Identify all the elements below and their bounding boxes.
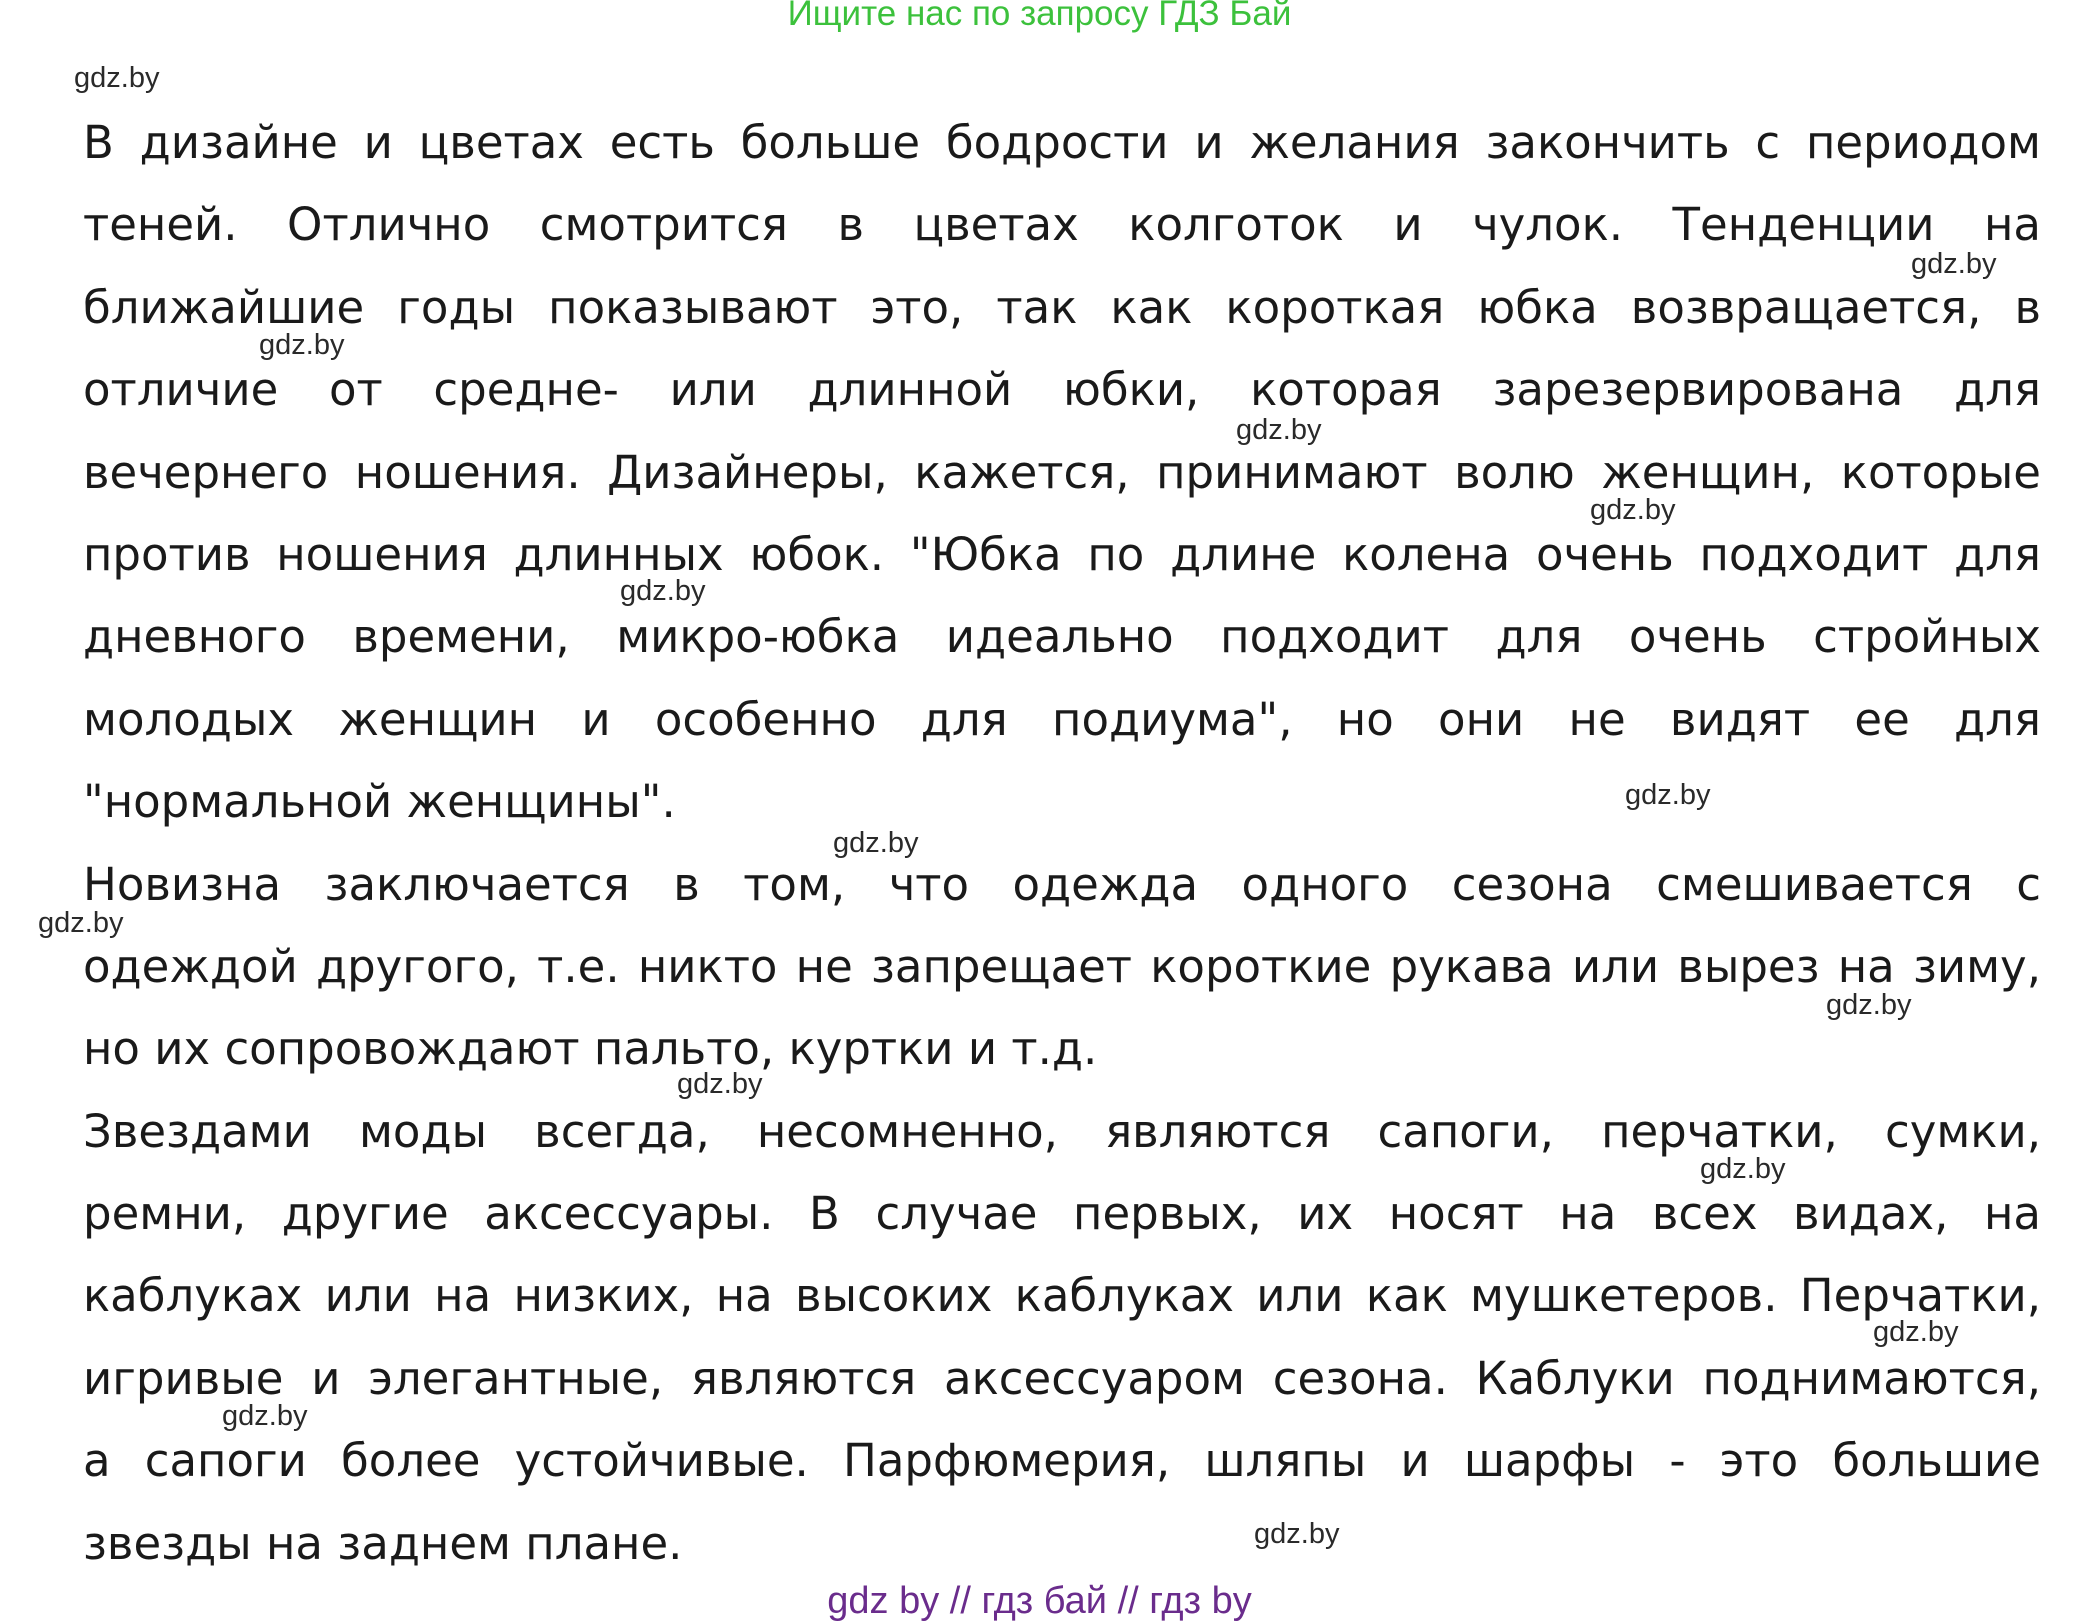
paragraph-2	[83, 844, 2041, 1091]
text-line: вечернего ношения. Дизайнеры, кажется, принимают волю женщин, которые	[83, 445, 2041, 499]
text-line: ремни, другие аксессуары. В случае первых, их носят на всех видах, на	[83, 1187, 2041, 1241]
text-line: В дизайне и цветах есть больше бодрости и желания закончить с периодом	[83, 116, 2041, 169]
watermark: gdz.by	[620, 575, 706, 607]
text-line: но их сопровождают пальто, куртки и т.д.	[83, 1022, 1098, 1076]
watermark: gdz.by	[222, 1400, 308, 1432]
watermark: gdz.by	[677, 1068, 763, 1100]
text-line: против ношения длинных юбок. "Юбка по длине колена очень подходит для	[83, 527, 2041, 581]
text-line: Новизна заключается в том, что одежда одного сезона смешивается с	[83, 857, 2041, 911]
text-line: молодых женщин и особенно для подиума", но они не видят ее для	[83, 692, 2041, 746]
text-line: а сапоги более устойчивые. Парфюмерия, шляпы и шарфы - это большие	[83, 1434, 2041, 1488]
text-line: теней. Отлично смотрится в цветах колготок и чулок. Тенденции на	[83, 198, 2041, 252]
watermark: gdz.by	[1826, 989, 1912, 1021]
text-line: одеждой другого, т.е. никто не запрещает короткие рукава или вырез на зиму,	[83, 939, 2041, 993]
watermark: gdz.by	[1590, 494, 1676, 526]
document-body	[83, 102, 2041, 1585]
top-banner: Ищите нас по запросу ГДЗ Бай	[787, 0, 1292, 33]
watermark: gdz.by	[1911, 248, 1997, 280]
text-line: Звездами моды всегда, несомненно, являются сапоги, перчатки, сумки,	[83, 1104, 2041, 1158]
text-line: игривые и элегантные, являются аксессуаром сезона. Каблуки поднимаются,	[83, 1351, 2041, 1405]
watermark: gdz.by	[833, 827, 919, 859]
watermark: gdz.by	[259, 329, 345, 361]
watermark: gdz.by	[1236, 414, 1322, 446]
text-line: каблуках или на низких, на высоких каблуках или как мушкетеров. Перчатки,	[83, 1269, 2041, 1323]
text-line: дневного времени, микро-юбка идеально подходит для очень стройных	[83, 610, 2041, 664]
text-line: отличие от средне- или длинной юбки, которая зарезервирована для	[83, 363, 2041, 417]
watermark: gdz.by	[1625, 779, 1711, 811]
watermark: gdz.by	[1873, 1316, 1959, 1348]
text-line: ближайшие годы показывают это, так как короткая юбка возвращается, в	[83, 280, 2041, 334]
watermark: gdz.by	[1254, 1518, 1340, 1550]
watermark: gdz.by	[1700, 1153, 1786, 1185]
paragraph-3	[83, 1091, 2041, 1585]
paragraph-1	[83, 102, 2041, 844]
footer-links: gdz by // гдз бай // гдз by	[827, 1580, 1252, 1622]
text-line: "нормальной женщины".	[83, 775, 676, 829]
watermark: gdz.by	[38, 907, 124, 939]
watermark: gdz.by	[74, 62, 160, 94]
text-line: звезды на заднем плане.	[83, 1516, 683, 1570]
